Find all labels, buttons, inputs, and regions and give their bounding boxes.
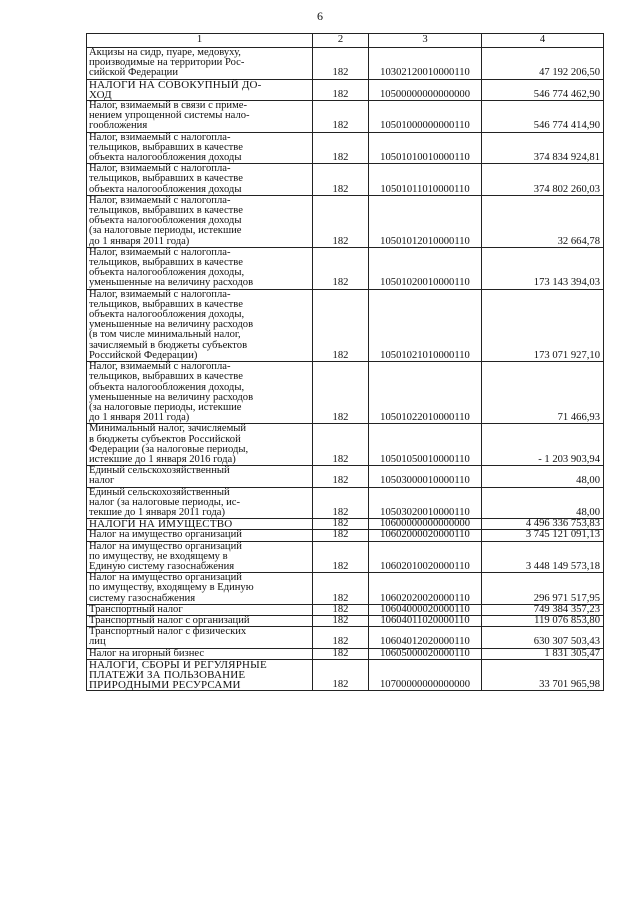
row-admin-code: 182 [313, 101, 369, 133]
row-admin-code: 182 [313, 530, 369, 541]
row-admin-code: 182 [313, 648, 369, 659]
row-budget-code: 10602010020000110 [369, 541, 482, 573]
row-amount: 3 745 121 091,13 [482, 530, 604, 541]
row-admin-code: 182 [313, 362, 369, 424]
row-admin-code: 182 [313, 541, 369, 573]
table-row [87, 627, 604, 648]
row-amount: 48,00 [482, 487, 604, 519]
row-name-cell [87, 132, 313, 164]
row-amount: - 1 203 903,94 [482, 424, 604, 466]
row-budget-code: 10501010010000110 [369, 132, 482, 164]
row-name: Единый сельскохозяйственный налог (за налоговые периоды, ис- текшие до 1 января 2011 года) [89, 486, 241, 518]
row-name-cell [87, 247, 313, 289]
table-row [87, 530, 604, 541]
row-admin-code: 182 [313, 615, 369, 626]
row-budget-code: 10501022010000110 [369, 362, 482, 424]
row-name-cell [87, 195, 313, 247]
row-admin-code: 182 [313, 48, 369, 80]
row-budget-code: 10602000020000110 [369, 530, 482, 541]
row-name: Транспортный налог с организаций [89, 614, 250, 626]
revenue-table [86, 33, 604, 691]
row-name: Налог, взимаемый с налогопла- тельщиков, выбравших в качестве объекта налогообложения доходы [89, 163, 243, 195]
row-budget-code: 10604012020000110 [369, 627, 482, 648]
row-name-cell [87, 648, 313, 659]
row-admin-code: 182 [313, 164, 369, 196]
row-admin-code: 182 [313, 466, 369, 487]
row-name: Налог, взимаемый с налогопла- тельщиков, выбравших в качестве объекта налогообложения доходы, уменьшенные на величину расходов (за налоговые периоды, истекшие до 1 января 2011 года) [89, 361, 254, 424]
column-header-1: 1 [87, 34, 313, 48]
row-name-cell [87, 541, 313, 573]
row-budget-code: 10501000000000110 [369, 101, 482, 133]
row-name: Акцизы на сидр, пуаре, медовуху, производимые на территории Рос- сийской Федерации [89, 47, 245, 79]
row-admin-code: 182 [313, 79, 369, 100]
row-amount: 374 802 260,03 [482, 164, 604, 196]
row-amount: 296 971 517,95 [482, 573, 604, 605]
row-name-cell [87, 101, 313, 133]
column-header-4: 4 [482, 34, 604, 48]
row-name: Налог, взимаемый с налогопла- тельщиков, выбравших в качестве объекта налогообложения доходы, уменьшенные на величину расходов [89, 246, 254, 289]
row-name: Налог на имущество организаций по имуществу, входящему в Единую систему газоснабжения [89, 572, 254, 604]
row-name-cell [87, 164, 313, 196]
row-name: НАЛОГИ НА СОВОКУПНЫЙ ДО- ХОД [89, 78, 262, 101]
row-name-cell [87, 487, 313, 519]
row-name: Налог на имущество организаций [89, 529, 242, 541]
row-name-cell [87, 466, 313, 487]
table-row [87, 164, 604, 196]
row-admin-code: 182 [313, 604, 369, 615]
row-name-cell [87, 627, 313, 648]
row-amount: 4 496 336 753,83 [482, 519, 604, 530]
row-name: Налог, взимаемый в связи с приме- нением упрощенной системы нало- гообложения [89, 100, 250, 132]
row-name-cell [87, 362, 313, 424]
row-amount: 71 466,93 [482, 362, 604, 424]
row-name-cell [87, 424, 313, 466]
row-name: Налог на игорный бизнес [89, 647, 205, 659]
row-budget-code: 10604000020000110 [369, 604, 482, 615]
row-name: НАЛОГИ, СБОРЫ И РЕГУЛЯРНЫЕ ПЛАТЕЖИ ЗА ПОЛЬЗОВАНИЕ ПРИРОДНЫМИ РЕСУРСАМИ [89, 658, 267, 692]
row-budget-code: 10501021010000110 [369, 289, 482, 361]
table-row [87, 573, 604, 605]
row-name: Транспортный налог с физических лиц [89, 626, 247, 648]
column-header-3: 3 [369, 34, 482, 48]
row-name: Налог на имущество организаций по имуществу, не входящему в Единую систему газоснабжения [89, 540, 242, 572]
row-name: Налог, взимаемый с налогопла- тельщиков, выбравших в качестве объекта налогообложения доходы, уменьшенные на величину расходов (в том числе минимальный налог, зачисляемый в бюджеты субъектов Российской Федерации) [89, 288, 254, 361]
page-number: 6 [317, 9, 323, 23]
row-budget-code: 10500000000000000 [369, 79, 482, 100]
table-row [87, 604, 604, 615]
table-row [87, 362, 604, 424]
row-amount: 48,00 [482, 466, 604, 487]
row-name-cell [87, 289, 313, 361]
row-name-cell [87, 615, 313, 626]
row-name-cell [87, 530, 313, 541]
row-name: Единый сельскохозяйственный налог [89, 465, 230, 487]
table-row [87, 48, 604, 80]
row-admin-code: 182 [313, 247, 369, 289]
row-amount: 749 384 357,23 [482, 604, 604, 615]
row-name-cell [87, 573, 313, 605]
table-body [87, 48, 604, 691]
row-name-cell [87, 659, 313, 691]
row-budget-code: 10503000010000110 [369, 466, 482, 487]
row-name-cell [87, 519, 313, 530]
row-amount: 546 774 462,90 [482, 79, 604, 100]
table-row [87, 541, 604, 573]
table-row [87, 466, 604, 487]
row-budget-code: 10602020020000110 [369, 573, 482, 605]
row-admin-code: 182 [313, 424, 369, 466]
row-budget-code: 10501050010000110 [369, 424, 482, 466]
row-amount: 1 831 305,47 [482, 648, 604, 659]
row-budget-code: 10503020010000110 [369, 487, 482, 519]
row-amount: 173 143 394,03 [482, 247, 604, 289]
row-budget-code: 10605000020000110 [369, 648, 482, 659]
row-budget-code: 10501011010000110 [369, 164, 482, 196]
row-admin-code: 182 [313, 519, 369, 530]
row-name: Транспортный налог [89, 603, 183, 615]
table-row [87, 79, 604, 100]
table-header-row [87, 34, 604, 48]
row-amount: 3 448 149 573,18 [482, 541, 604, 573]
row-amount: 32 664,78 [482, 195, 604, 247]
row-amount: 173 071 927,10 [482, 289, 604, 361]
row-amount: 546 774 414,90 [482, 101, 604, 133]
row-admin-code: 182 [313, 195, 369, 247]
row-budget-code: 10501012010000110 [369, 195, 482, 247]
row-budget-code: 10302120010000110 [369, 48, 482, 80]
table-row [87, 289, 604, 361]
row-admin-code: 182 [313, 659, 369, 691]
row-name: Налог, взимаемый с налогопла- тельщиков, выбравших в качестве объекта налогообложения доходы [89, 131, 243, 164]
row-amount: 47 192 206,50 [482, 48, 604, 80]
row-admin-code: 182 [313, 132, 369, 164]
table-row [87, 487, 604, 519]
row-name: Налог, взимаемый с налогопла- тельщиков, выбравших в качестве объекта налогообложения доходы (за налоговые периоды, истекшие до 1 января 2011 года) [89, 194, 243, 247]
column-header-2: 2 [313, 34, 369, 48]
table-row [87, 195, 604, 247]
row-amount: 374 834 924,81 [482, 132, 604, 164]
row-amount: 119 076 853,80 [482, 615, 604, 626]
table-row [87, 615, 604, 626]
row-budget-code: 10501020010000110 [369, 247, 482, 289]
row-amount: 33 701 965,98 [482, 659, 604, 691]
table-row [87, 132, 604, 164]
table-row [87, 424, 604, 466]
row-name-cell [87, 604, 313, 615]
table-row [87, 659, 604, 691]
row-name-cell [87, 48, 313, 80]
row-budget-code: 10600000000000000 [369, 519, 482, 530]
table-row [87, 519, 604, 530]
row-budget-code: 10604011020000110 [369, 615, 482, 626]
row-amount: 630 307 503,43 [482, 627, 604, 648]
row-name: Минимальный налог, зачисляемый в бюджеты субъектов Российской Федерации (за налоговые периоды, истекшие до 1 января 2016 года) [89, 423, 249, 465]
row-admin-code: 182 [313, 487, 369, 519]
row-admin-code: 182 [313, 627, 369, 648]
row-admin-code: 182 [313, 573, 369, 605]
table-row [87, 648, 604, 659]
row-budget-code: 10700000000000000 [369, 659, 482, 691]
table-row [87, 247, 604, 289]
row-name-cell [87, 79, 313, 100]
table-row [87, 101, 604, 133]
row-admin-code: 182 [313, 289, 369, 361]
row-name: НАЛОГИ НА ИМУЩЕСТВО [89, 518, 233, 531]
